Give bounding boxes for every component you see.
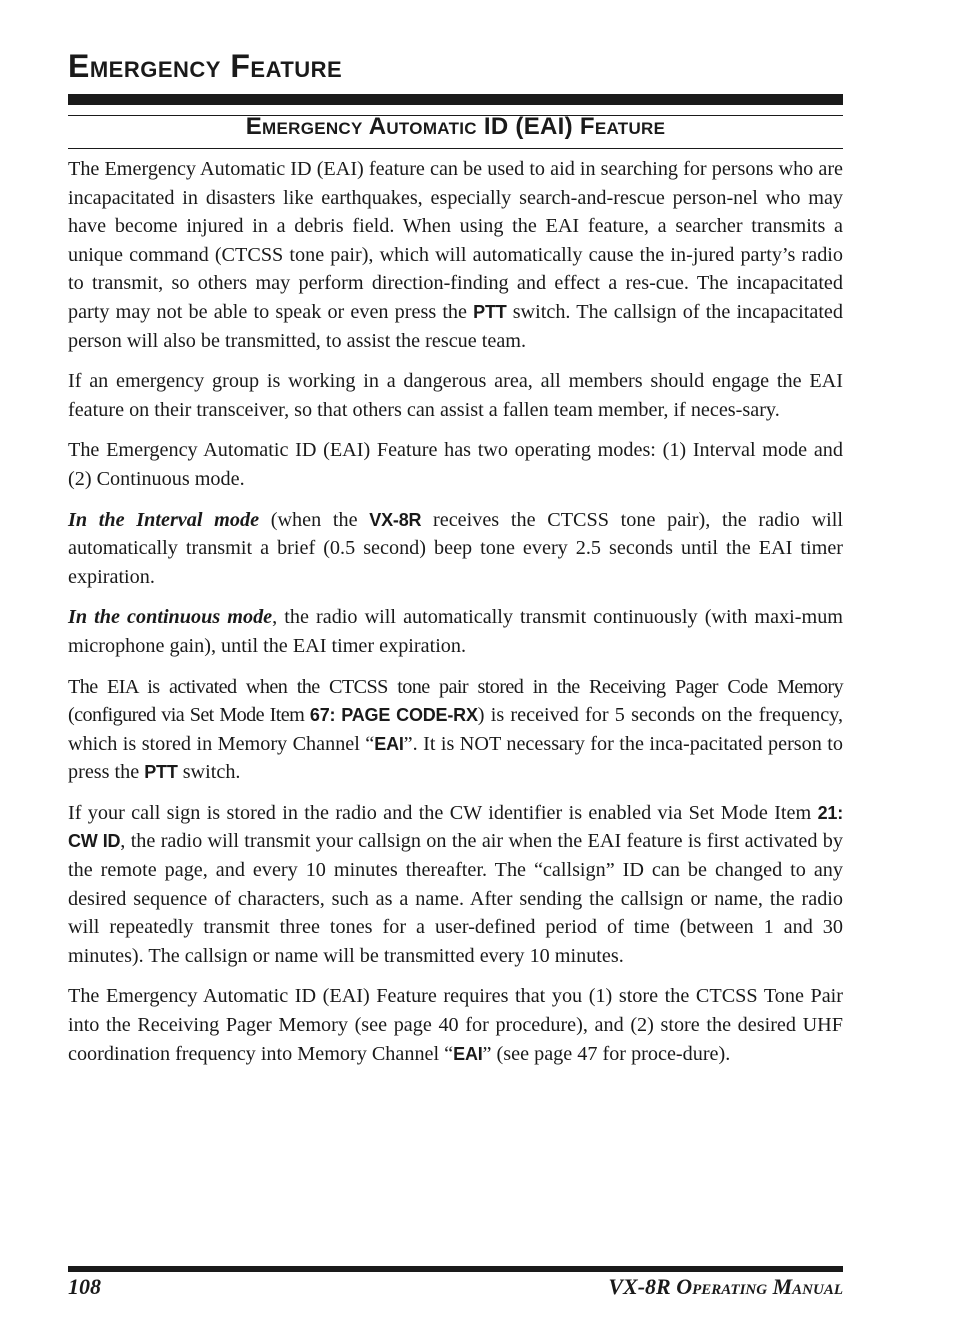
memory-channel-eai: EAI (374, 733, 404, 754)
page-title: Emergency Feature (68, 48, 343, 84)
paragraph-interval-mode: In the Interval mode (when the VX-8R receives the CTCSS tone pair), the radio will automatically transmit a brief (0.5 second) beep tone every 2.5 seconds until the EAI timer expiration. (68, 508, 843, 588)
paragraph-group-usage: If an emergency group is working in a dangerous area, all members should engage the EAI feature on their transceiver, so that others can assist a fallen team member, if neces-sary. (68, 370, 843, 421)
title-rule (68, 94, 843, 105)
paragraph-modes: The Emergency Automatic ID (EAI) Feature has two operating modes: (1) Interval mode and (2) Continuous mode. (68, 439, 843, 490)
paragraph-requirements: The Emergency Automatic ID (EAI) Feature requires that you (1) store the CTCSS Tone Pair into the Receiving Pager Memory (see page 40 for procedure), and (2) store the desired UHF coordination frequency into Memory Channel “EAI” (see page 47 for proce-dure). (68, 985, 843, 1065)
interval-mode-lead: In the Interval mode (68, 508, 260, 531)
paragraph-continuous-mode: In the continuous mode, the radio will automatically transmit continuously (with maxi-mum microphone gain), until the EAI timer expiration. (68, 606, 843, 657)
set-mode-item-page-code: 67: PAGE CODE-RX (309, 705, 478, 726)
set-mode-item-cw-id: 21: CW ID (68, 802, 843, 852)
ptt-key-label: PTT (144, 762, 178, 783)
memory-channel-eai: EAI (453, 1043, 483, 1064)
paragraph-cw-id: If your call sign is stored in the radio and the CW identifier is enabled via Set Mode Item 21: CW ID, the radio will transmit your callsign on the air when the EAI feature is first activated by the remote page, and every 10 minutes thereafter. The “callsign” ID can be changed to any desired sequence of characters, such as a name. After sending the callsign or name, the radio will repeatedly transmit three tones for a user-defined period of time (between 1 and 30 minutes). The callsign or name will be transmitted every 10 minutes. (68, 801, 843, 967)
section-title: Emergency Automatic ID (EAI) Feature (245, 113, 666, 140)
continuous-mode-lead: In the continuous mode (68, 606, 273, 629)
paragraph-activation: The EIA is activated when the CTCSS tone pair stored in the Receiving Pager Code Memory (configured via Set Mode Item 67: PAGE CODE-RX) is received for 5 seconds on the frequency, which is stored in Memory Channel “EAI”. It is NOT necessary for the inca-pacitated person to press the PTT switch. (68, 675, 844, 784)
ptt-key-label: PTT (473, 301, 507, 322)
paragraph-intro: The Emergency Automatic ID (EAI) feature can be used to aid in searching for persons who are incapacitated in disasters like earthquakes, especially search-and-rescue person-nel who may have become injured in a debris field. When using the EAI feature, a searcher transmits a unique command (CTCSS tone pair), which will automatically cause the in-jured party’s radio to transmit, so others may perform direction-finding and effect a res-cue. The incapacitated party may not be able to speak or even press the PTT switch. The callsign of the incapacitated person will also be transmitted, to assist the rescue team. (68, 158, 843, 352)
footer-rule (68, 1266, 843, 1272)
section-rule-bottom (68, 148, 843, 149)
section-body (68, 155, 843, 1080)
page-number: 108 (68, 1274, 101, 1299)
manual-title: VX-8R Operating Manual (608, 1274, 843, 1299)
model-name: VX-8R (369, 509, 422, 530)
